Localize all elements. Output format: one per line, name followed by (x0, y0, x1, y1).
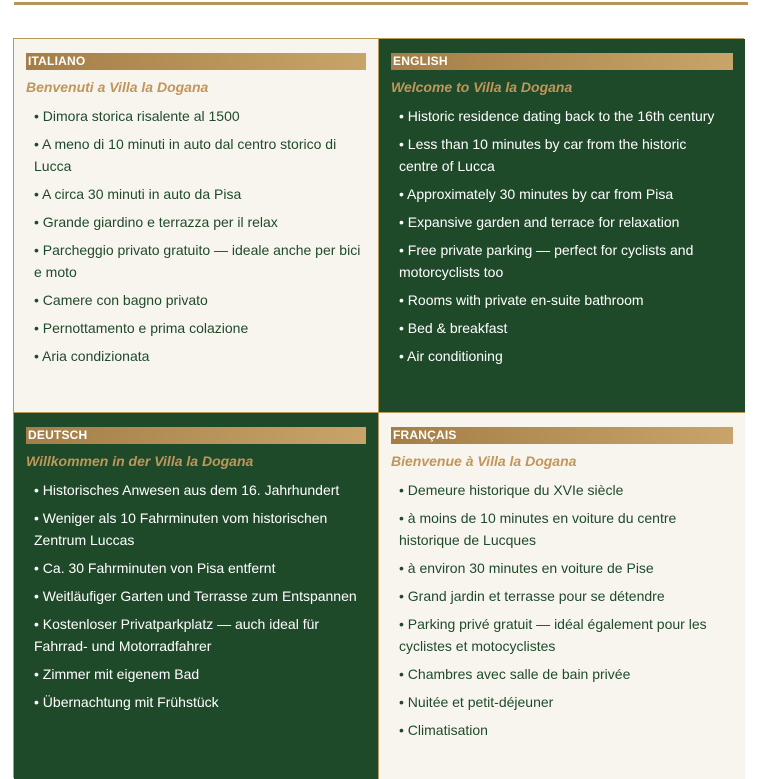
list-item: • Weitläufiger Garten und Terrasse zum Entspannen (34, 588, 357, 604)
list-item: • Parking privé gratuit — idéal également pour les cyclistes et motocyclistes (399, 616, 707, 654)
lang-header-francais: FRANÇAIS (391, 427, 733, 444)
lang-header-italiano: ITALIANO (26, 53, 366, 70)
top-divider (14, 2, 748, 5)
list-item: • Bed & breakfast (399, 320, 508, 336)
list-item: • Historic residence dating back to the 16th century (399, 108, 715, 124)
list-item: • Camere con bagno privato (34, 292, 208, 308)
list-item: • Expansive garden and terrace for relaxation (399, 214, 680, 230)
list-item: • Approximately 30 minutes by car from Pisa (399, 186, 674, 202)
list-item: • Nuitée et petit-déjeuner (399, 694, 554, 710)
list-item: • à moins de 10 minutes en voiture du centre historique de Lucques (399, 510, 677, 548)
lang-header-english: ENGLISH (391, 53, 733, 70)
feature-list-english (391, 105, 733, 367)
list-item: • Climatisation (399, 722, 488, 738)
list-item: • Rooms with private en-suite bathroom (399, 292, 644, 308)
list-item: • Chambres avec salle de bain privée (399, 666, 631, 682)
section-francais (379, 413, 745, 779)
section-deutsch (14, 413, 379, 779)
list-item: • Ca. 30 Fahrminuten von Pisa entfernt (34, 560, 276, 576)
language-grid (13, 38, 744, 778)
feature-list-francais (391, 479, 733, 741)
feature-list-deutsch (26, 479, 366, 713)
feature-list-italiano (26, 105, 366, 367)
list-item: • Weniger als 10 Fahrminuten vom historischen Zentrum Luccas (34, 510, 328, 548)
list-item: • Übernachtung mit Frühstück (34, 694, 219, 710)
section-italiano (14, 39, 379, 413)
list-item: • Parcheggio privato gratuito — ideale anche per bici e moto (34, 242, 361, 280)
welcome-heading-english: Welcome to Villa la Dogana (391, 79, 573, 95)
list-item: • Historisches Anwesen aus dem 16. Jahrhundert (34, 482, 340, 498)
list-item: • Dimora storica risalente al 1500 (34, 108, 240, 124)
list-item: • Grande giardino e terrazza per il relax (34, 214, 278, 230)
list-item: • A circa 30 minuti in auto da Pisa (34, 186, 242, 202)
welcome-heading-francais: Bienvenue à Villa la Dogana (391, 453, 577, 469)
list-item: • Air conditioning (399, 348, 503, 364)
list-item: • Free private parking — perfect for cyclists and motorcyclists too (399, 242, 694, 280)
list-item: • Demeure historique du XVIe siècle (399, 482, 624, 498)
list-item: • Aria condizionata (34, 348, 150, 364)
list-item: • à environ 30 minutes en voiture de Pise (399, 560, 654, 576)
list-item: • Kostenloser Privatparkplatz — auch ideal für Fahrrad- und Motorradfahrer (34, 616, 320, 654)
lang-header-deutsch: DEUTSCH (26, 427, 366, 444)
list-item: • Grand jardin et terrasse pour se détendre (399, 588, 665, 604)
welcome-heading-deutsch: Willkommen in der Villa la Dogana (26, 453, 254, 469)
list-item: • A meno di 10 minuti in auto dal centro storico di Lucca (34, 136, 337, 174)
list-item: • Less than 10 minutes by car from the historic centre of Lucca (399, 136, 687, 174)
list-item: • Pernottamento e prima colazione (34, 320, 249, 336)
section-english (379, 39, 745, 413)
welcome-heading-italiano: Benvenuti a Villa la Dogana (26, 79, 209, 95)
list-item: • Zimmer mit eigenem Bad (34, 666, 200, 682)
